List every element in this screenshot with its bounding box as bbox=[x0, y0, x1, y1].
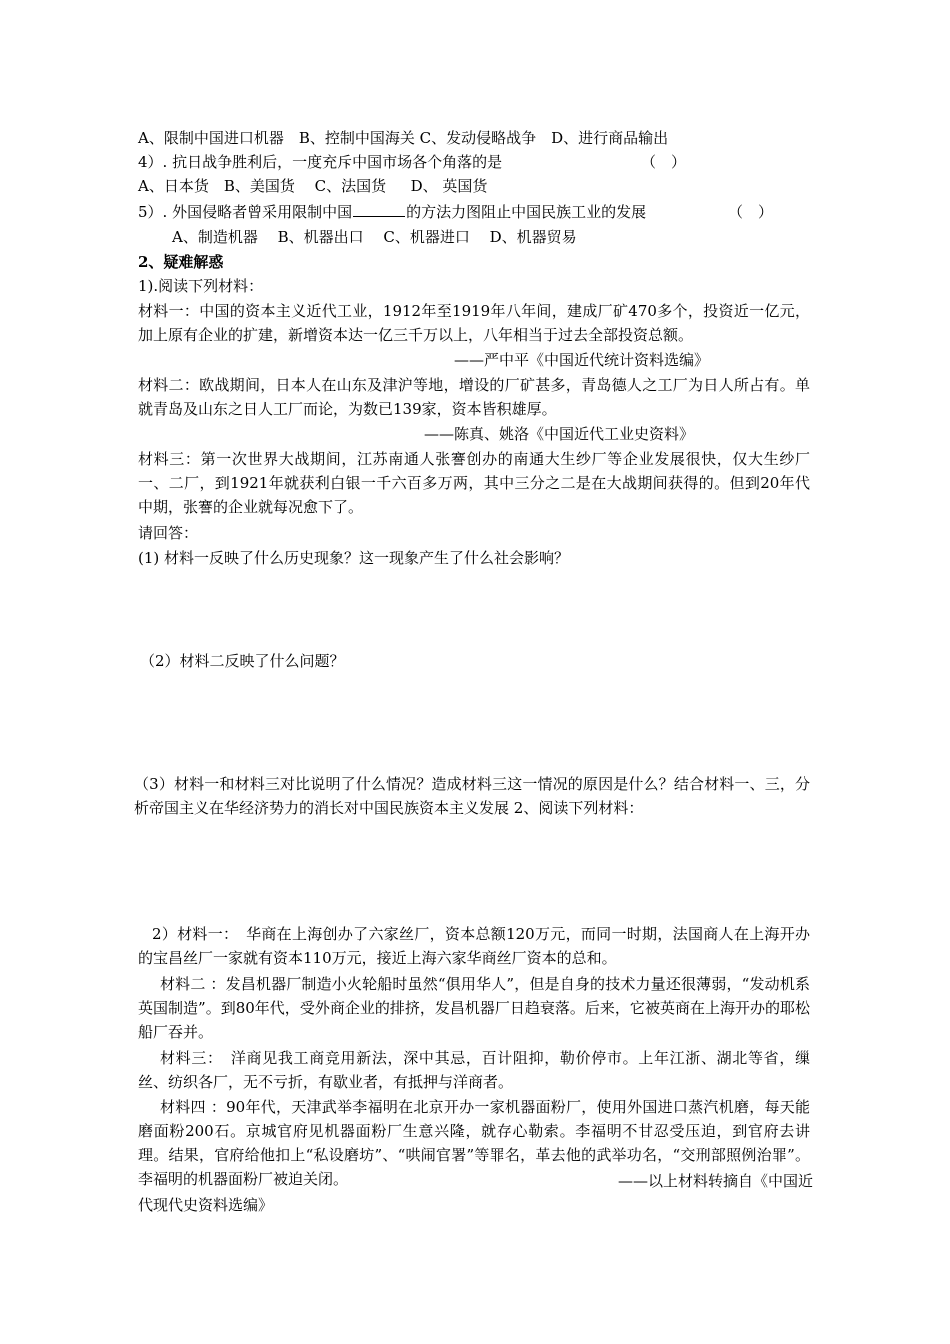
answer-prompt: 请回答： bbox=[138, 524, 199, 542]
q3-options: A、限制中国进口机器 B、控制中国海关 C、发动侵略战争 D、进行商品输出 bbox=[138, 129, 669, 147]
q4-bracket: （ ） bbox=[641, 153, 687, 171]
part1-question3: （3）材料一和材料三对比说明了什么情况？造成材料三这一情况的原因是什么？结合材料一、三，分析帝国主义在华经济势力的消长对中国民族资本主义发展 2、阅读下列材料： bbox=[134, 775, 810, 817]
part2-material1: 2）材料一： 华商在上海创办了六家丝厂，资本总额120万元，而同一时期，法国商人在上海开办的宝昌丝厂一家就有资本110万元，接近上海六家华商丝厂资本的总和。 bbox=[138, 925, 810, 967]
part2-source bbox=[138, 1169, 814, 1217]
q5-stem-before: 5）. 外国侵略者曾采用限制中国 bbox=[138, 203, 353, 221]
part2-source-text: ——以上材料转摘自《中国近代现代史资料选编》 bbox=[138, 1172, 814, 1214]
part1-material1-source: ——严中平《中国近代统计资料选编》 bbox=[454, 351, 710, 369]
q5-stem bbox=[138, 200, 646, 224]
q5-stem-after: 的方法力图阻止中国民族工业的发展 bbox=[406, 203, 647, 221]
q5-bracket: （ ） bbox=[728, 203, 774, 221]
part1-material2-source: ——陈真、姚洛《中国近代工业史资料》 bbox=[424, 425, 695, 443]
part1-material2: 材料二：欧战期间，日本人在山东及津沪等地，增设的厂矿甚多，青岛德人之工厂为日人所占有。单就青岛及山东之日人工厂而论，为数已139家，资本皆积雄厚。 bbox=[138, 376, 810, 418]
part2-material4: 材料四 ：90年代，天津武举李福明在北京开办一家机器面粉厂，使用外国进口蒸汽机磨，每天能磨面粉200石。京城官府见机器面粉厂生意兴隆，就存心勒索。李福明不甘忍受压迫，到官府去讲理。结果，官府给他扣上“私设磨坊”、“哄闹官署”等罪名，革去他的武举功名，“交刑部照例治罪”。李福明的机器面粉厂被迫关闭。 bbox=[138, 1098, 810, 1188]
q5-blank bbox=[353, 200, 405, 217]
q4-options: A、日本货 B、美国货 C、法国货 D、 英国货 bbox=[138, 177, 488, 195]
part1-question1: (1) 材料一反映了什么历史现象？这一现象产生了什么社会影响？ bbox=[138, 549, 570, 567]
part1-question2: （2）材料二反映了什么问题？ bbox=[140, 652, 345, 670]
q4-stem: 4）. 抗日战争胜利后，一度充斥中国市场各个角落的是 bbox=[138, 153, 503, 171]
q5-options: A、制造机器 B、机器出口 C、机器进口 D、机器贸易 bbox=[172, 228, 577, 246]
part1-intro: 1).阅读下列材料： bbox=[138, 277, 264, 295]
section2-title: 2、疑难解惑 bbox=[138, 253, 224, 271]
part2-material3: 材料三： 洋商见我工商竞用新法，深中其忌，百计阻抑，勒价停市。上年江浙、湖北等省，缫丝、纺织各厂，无不亏折，有歇业者，有抵押与洋商者。 bbox=[138, 1049, 810, 1091]
part2-material2: 材料二 ：发昌机器厂制造小火轮船时虽然“俱用华人”，但是自身的技术力量还很薄弱，“发动机系英国制造”。到80年代，受外商企业的排挤，发昌机器厂日趋衰落。后来，它被英商在上海开办的耶松船厂吞并。 bbox=[138, 975, 810, 1041]
part1-material3: 材料三：第一次世界大战期间，江苏南通人张謇创办的南通大生纱厂等企业发展很快，仅大生纱厂一、二厂，到1921年就获利白银一千六百多万两，其中三分之二是在大战期间获得的。但到20年代中期，张謇的企业就每况愈下了。 bbox=[138, 450, 810, 516]
part1-material1: 材料一：中国的资本主义近代工业，1912年至1919年八年间，建成厂矿470多个，投资近一亿元，加上原有企业的扩建，新增资本达一亿三千万以上，八年相当于过去全部投资总额。 bbox=[138, 302, 810, 344]
